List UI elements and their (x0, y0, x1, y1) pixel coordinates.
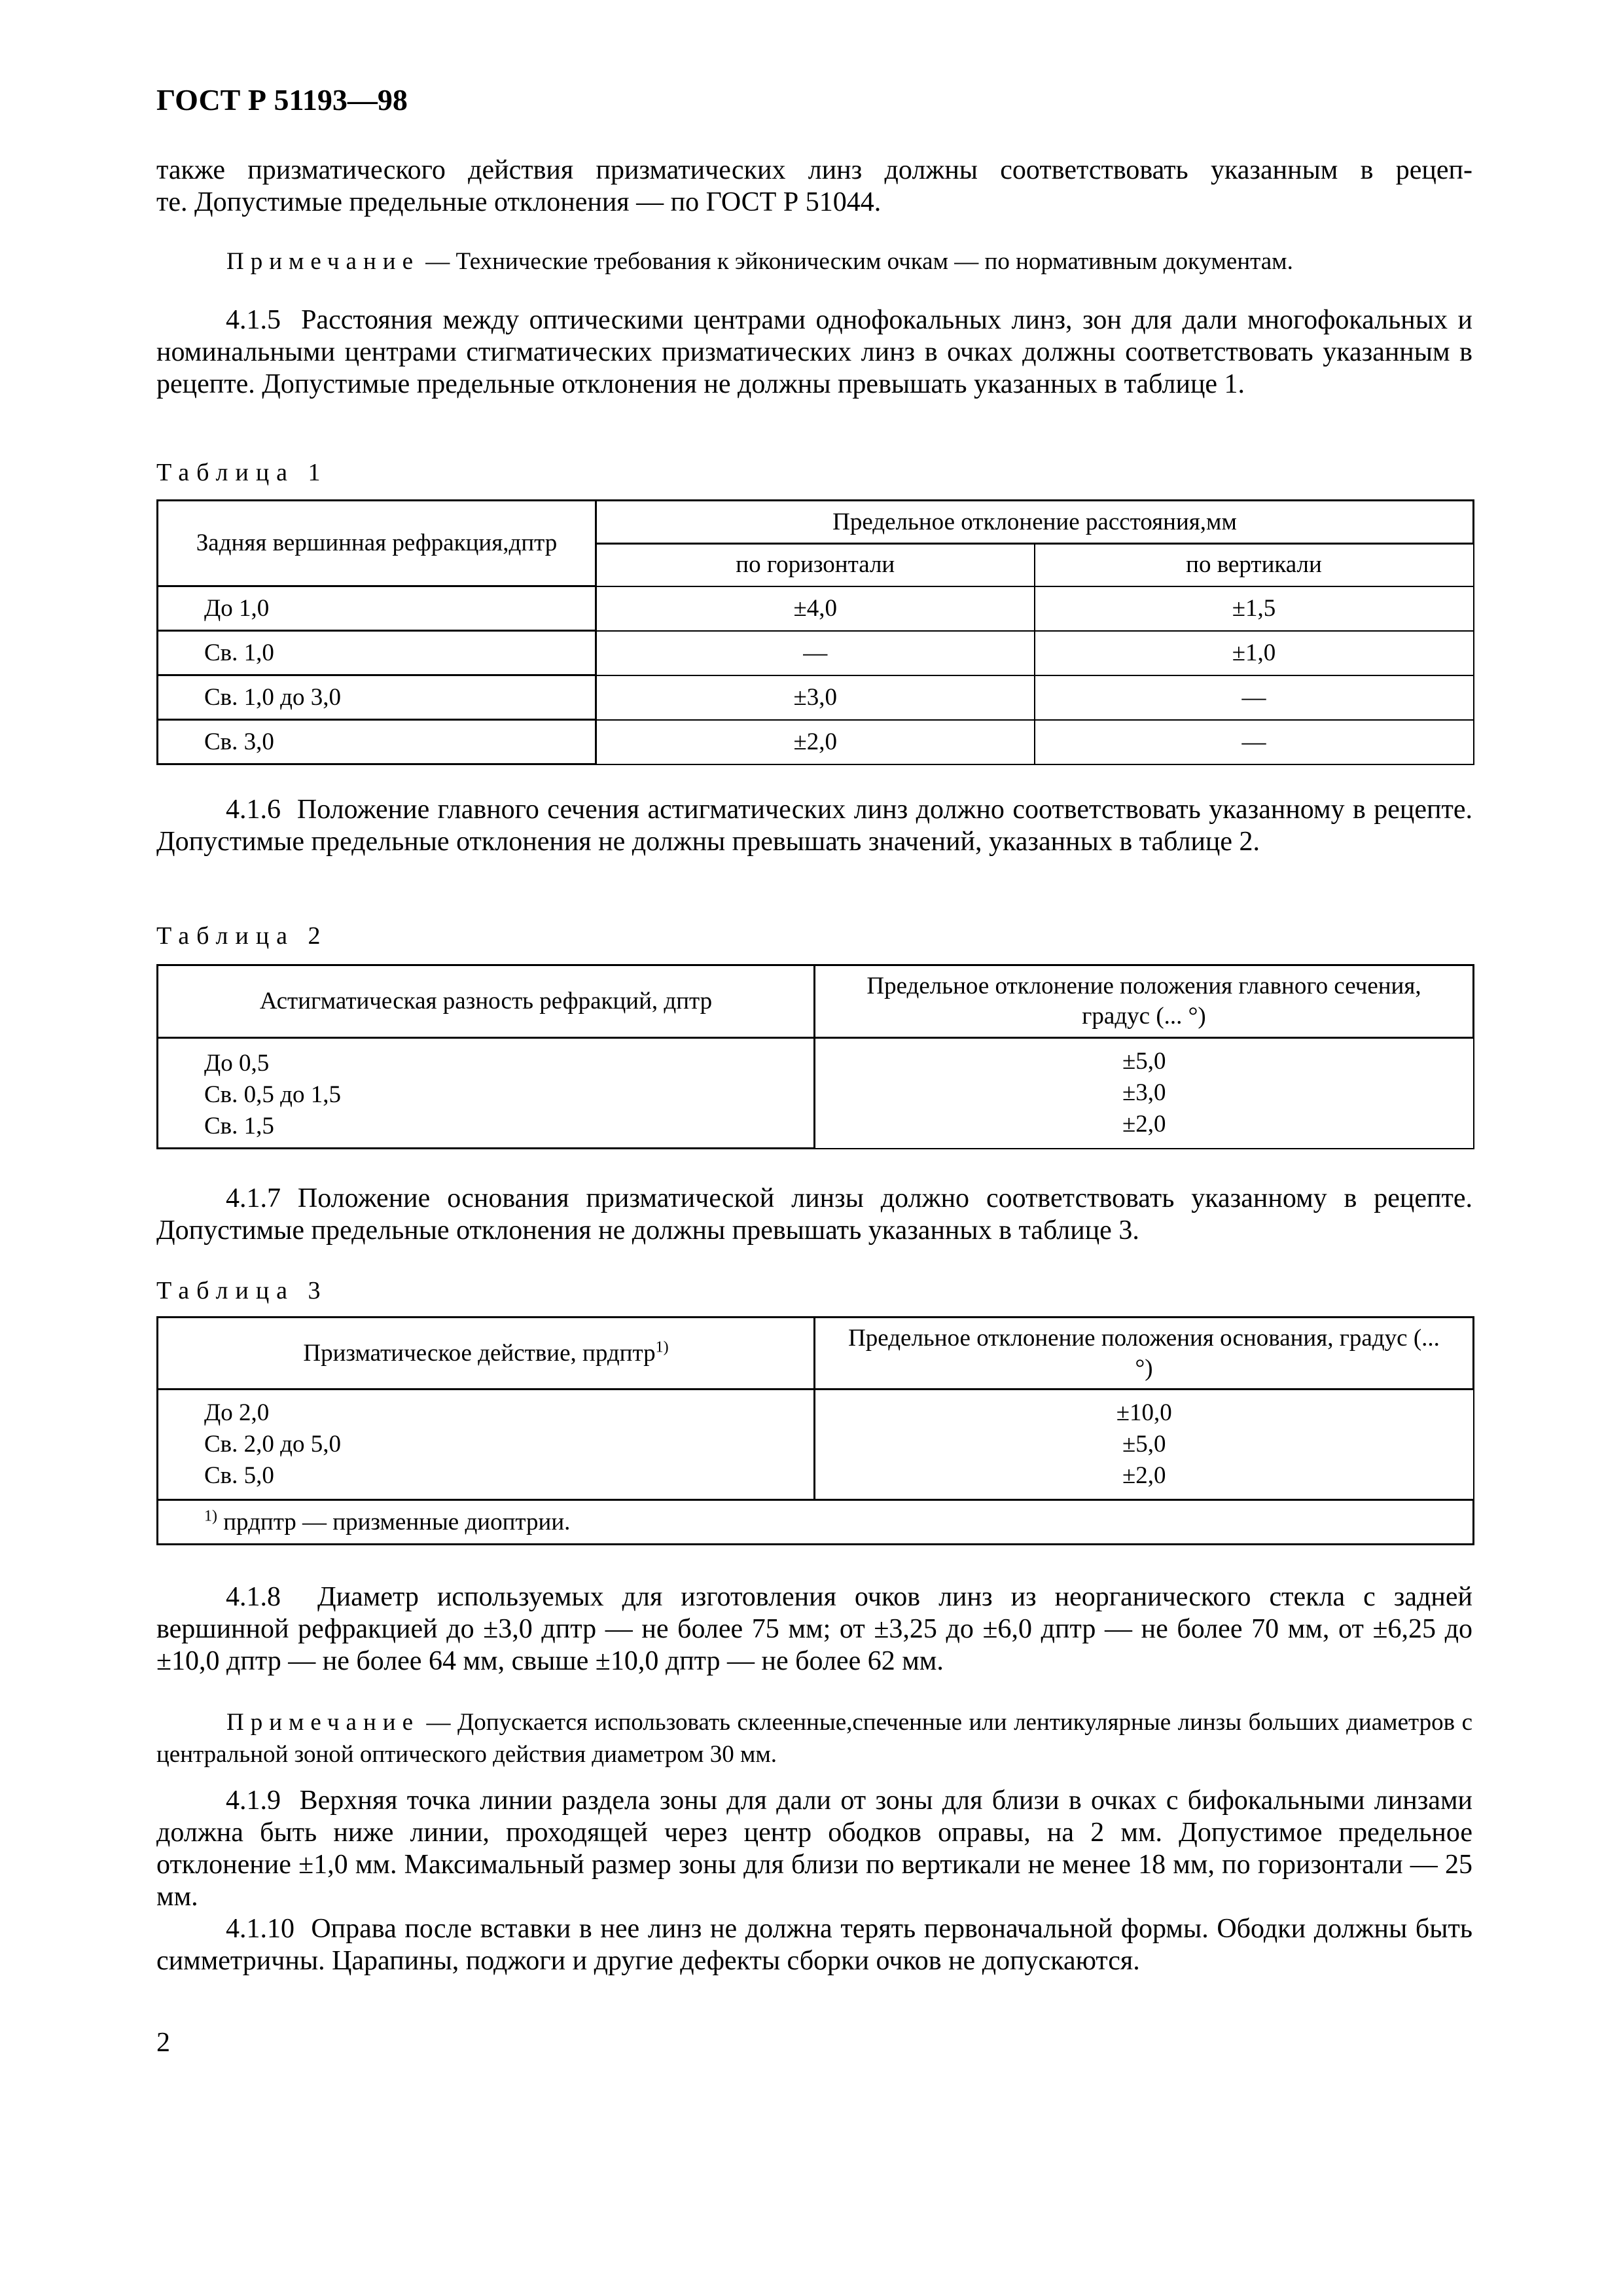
clause-number: 4.1.6 (226, 795, 281, 825)
table3-header-prismatic: Призматическое действие, прдптр$^{1)}$ (158, 1318, 815, 1390)
clause-number: 4.1.9 (226, 1785, 281, 1816)
table-row: До 0,5 Св. 0,5 до 1,5 Св. 1,5 ±5,0 ±3,0 ±2,0 (158, 1038, 1474, 1149)
clause-4-1-10 (156, 1913, 1472, 1977)
note-text: — Допускается использовать склеенные,спеченные или лентикулярные линзы больших диаметров с центральной зоной оптического действия диаметром 30 мм. (156, 1709, 1473, 1768)
note-label: Примечание (226, 248, 419, 275)
clause-text: Положение основания призматической линзы должно соответствовать указанному в рецепте. Допустимые предельные отклонения не должны превышать указанных в таблице 3. (156, 1183, 1473, 1246)
table2 (156, 964, 1474, 1149)
paragraph-intro (156, 154, 1472, 219)
note-eikonic (156, 245, 1472, 278)
clause-4-1-8 (156, 1581, 1472, 1677)
document-header: ГОСТ Р 51193—98 (156, 83, 408, 117)
table1-header-vertical: по вертикали (1035, 544, 1474, 586)
note-text: — Технические требования к эйконическим очкам — по нормативным документам. (425, 248, 1293, 275)
clause-4-1-6 (156, 794, 1472, 858)
note-label: Примечание (226, 1709, 419, 1736)
clause-number: 4.1.8 (226, 1582, 281, 1612)
note-large-lenses (156, 1706, 1472, 1770)
table2-caption: Таблица 2 (156, 922, 328, 950)
table1-header-refraction: Задняя вершинная рефракция,дптр (158, 501, 596, 586)
clause-text: Диаметр используемых для изготовления очков линз из неорганического стекла с задней вершинной рефракцией до ±3,0 дптр — не более 75 мм; от ±3,25 до ±6,0 дптр — не более 70 мм, от ±6,25 до ±10,0 дптр — не более 64 мм, свыше ±10,0 дптр — не более 62 мм. (156, 1582, 1472, 1676)
table3 (156, 1316, 1474, 1545)
clause-4-1-7 (156, 1183, 1472, 1247)
clause-text: Расстояния между оптическими центрами однофокальных линз, зон для дали многофокальных и номинальными центрами стигматических призматических линз в очках должны соответствовать указанным в рецепте. Допустимые предельные отклонения не должны превышать указанных в таблице 1. (156, 305, 1473, 399)
table-row: Св. 3,0 ±2,0 — (158, 720, 1474, 764)
table-row: Св. 1,0 — ±1,0 (158, 631, 1474, 675)
clause-text: Верхняя точка линии раздела зоны для дали от зоны для близи в очках с бифокальными линзами должна быть ниже линии, проходящей через центр ободков оправы, на 2 мм. Допустимое предельное отклонение ±1,0 мм. Максимальный размер зоны для близи по вертикали не менее 18 мм, по горизонтали — 25 мм. (156, 1785, 1473, 1912)
clause-number: 4.1.7 (226, 1183, 281, 1213)
table3-header-deviation: Предельное отклонение положения основания, градус (... °) (815, 1318, 1474, 1390)
table-row: Св. 1,0 до 3,0 ±3,0 — (158, 675, 1474, 720)
table2-header-astigmatic: Астигматическая разность рефракций, дптр (158, 965, 815, 1038)
table2-header-deviation: Предельное отклонение положения главного сечения, градус (... °) (815, 965, 1474, 1038)
paragraph-line: те. Допустимые предельные отклонения — по ГОСТ Р 51044. (156, 187, 882, 217)
table1-header-horizontal: по горизонтали (596, 544, 1035, 586)
table3-footnote: $^{1)}$ прдптр — призменные диоптрии. (158, 1500, 1474, 1545)
footnote-mark: 1) (655, 1338, 669, 1356)
table-row: До 2,0 Св. 2,0 до 5,0 Св. 5,0 ±10,0 ±5,0 ±2,0 (158, 1390, 1474, 1500)
page-number: 2 (156, 2028, 170, 2058)
footnote-mark: 1) (204, 1507, 217, 1525)
table1 (156, 499, 1474, 765)
clause-text: Положение главного сечения астигматических линз должно соответствовать указанному в рецепте. Допустимые предельные отклонения не должны превышать значений, указанных в таблице 2. (156, 795, 1472, 857)
table-row: До 1,0 ±4,0 ±1,5 (158, 586, 1474, 631)
table1-header-group: Предельное отклонение расстояния,мм (596, 501, 1474, 544)
paragraph-line: также призматического действия призматических линз должны соответствовать указанным в рецеп- (156, 155, 1472, 185)
clause-number: 4.1.5 (226, 305, 281, 335)
table1-caption: Таблица 1 (156, 459, 328, 486)
clause-text: Оправа после вставки в нее линз не должна терять первоначальной формы. Ободки должны быть симметричны. Царапины, поджоги и другие дефекты сборки очков не допускаются. (156, 1914, 1473, 1976)
table3-caption: Таблица 3 (156, 1277, 328, 1304)
clause-number: 4.1.10 (226, 1914, 294, 1944)
clause-4-1-9 (156, 1785, 1472, 1913)
clause-4-1-5 (156, 304, 1472, 401)
